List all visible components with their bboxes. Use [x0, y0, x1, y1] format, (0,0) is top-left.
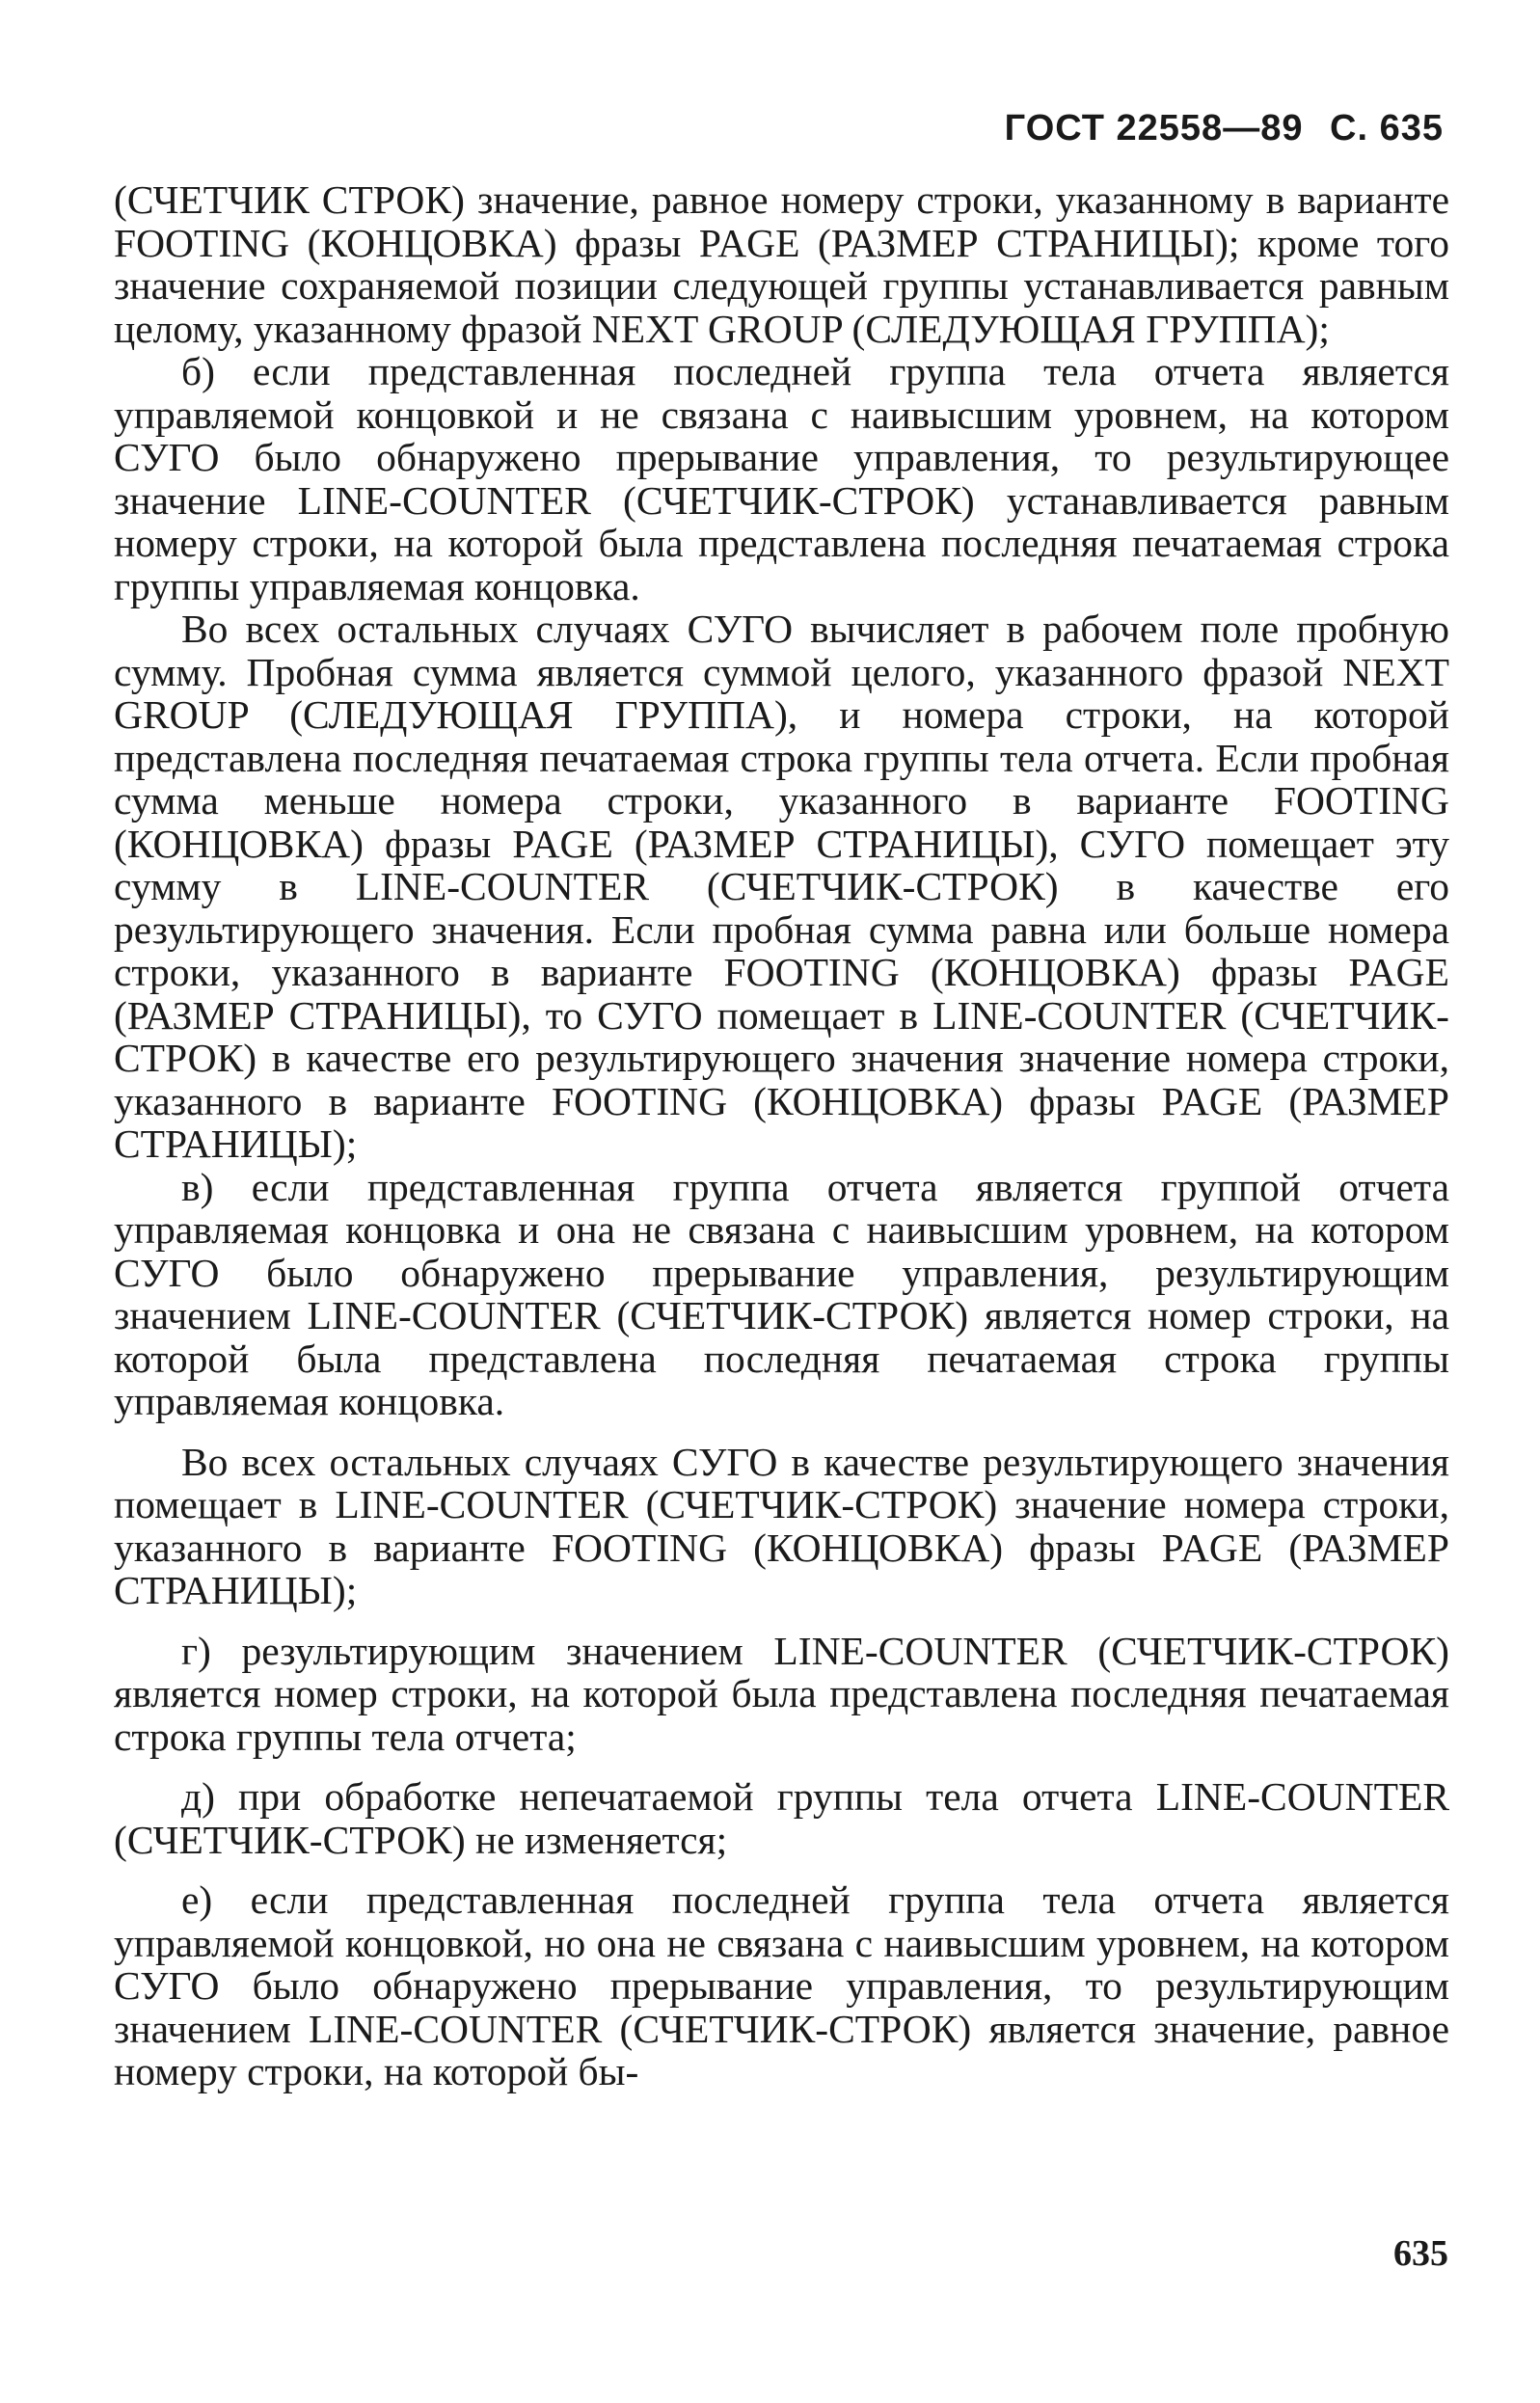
paragraph-item-g: г) результирующим значением LINE-COUNTER (СЧЕТЧИК-СТРОК) является номер строки, на которой была представлена последняя печатаемая строка группы тела отчета; — [114, 1628, 1449, 1759]
paragraph-item-d: д) при обработке непечатаемой группы тела отчета LINE-COUNTER (СЧЕТЧИК-СТРОК) не изменяется; — [114, 1774, 1449, 1862]
standard-code: ГОСТ 22558—89 — [1004, 108, 1304, 148]
paragraph-other-cases-2: Во всех остальных случаях СУГО в качестве результирующего значения помещает в LINE-COUNTER (СЧЕТЧИК-СТРОК) значение номера строки, указанного в варианте FOOTING (КОНЦОВКА) фразы PAGE (РАЗМЕР СТРАНИЦЫ); — [114, 1439, 1449, 1612]
paragraph-continuation: (СЧЕТЧИК СТРОК) значение, равное номеру строки, указанному в варианте FOOTING (КОНЦОВКА) фразы PAGE (РАЗМЕР СТРАНИЦЫ); кроме того значение сохраняемой позиции следующей группы устанавливается равным целому, указанному фразой NEXT GROUP (СЛЕДУЮЩАЯ ГРУППА); — [114, 177, 1449, 351]
paragraph-item-v: в) если представленная группа отчета является группой отчета управляемая концовка и она не связана с наивысшим уровнем, на котором СУГО было обнаружено прерывание управления, результирующим значением LINE-COUNTER (СЧЕТЧИК-СТРОК) является номер строки, на которой была представлена последняя печатаемая строка группы управляемая концовка. — [114, 1164, 1449, 1423]
paragraph-item-e: е) если представленная последней группа тела отчета является управляемой концовкой, но она не связана с наивысшим уровнем, на котором СУГО было обнаружено прерывание управления, то результирующим значением LINE-COUNTER (СЧЕТЧИК-СТРОК) является значение, равное номеру строки, на которой бы- — [114, 1877, 1449, 2093]
page-header — [1005, 108, 1444, 149]
document-body — [114, 178, 1449, 2093]
paragraph-item-b: б) если представленная последней группа тела отчета является управляемой концовкой и не связана с наивысшим уровнем, на котором СУГО было обнаружено прерывание управления, то результирующее значение LINE-COUNTER (СЧЕТЧИК-СТРОК) устанавливается равным номеру строки, на которой была представлена последняя печатаемая строка группы управляемая концовка. — [114, 349, 1449, 608]
page-reference: С. 635 — [1330, 108, 1444, 148]
page-number: 635 — [1393, 2233, 1448, 2274]
paragraph-other-cases-1: Во всех остальных случаях СУГО вычисляет в рабочем поле пробную сумму. Пробная сумма является суммой целого, указанного фразой NEXT GROUP (СЛЕДУЮЩАЯ ГРУППА), и номера строки, на которой представлена последняя печатаемая строка группы тела отчета. Если пробная сумма меньше номера строки, указанного в варианте FOOTING (КОНЦОВКА) фразы PAGE (РАЗМЕР СТРАНИЦЫ), СУГО помещает эту сумму в LINE-COUNTER (СЧЕТЧИК-СТРОК) в качестве его результирующего значения. Если пробная сумма равна или больше номера строки, указанного в варианте FOOTING (КОНЦОВКА) фразы PAGE (РАЗМЕР СТРАНИЦЫ), то СУГО помещает в LINE-COUNTER (СЧЕТЧИК-СТРОК) в качестве его результирующего значения значение номера строки, указанного в варианте FOOTING (КОНЦОВКА) фразы PAGE (РАЗМЕР СТРАНИЦЫ); — [114, 607, 1449, 1166]
